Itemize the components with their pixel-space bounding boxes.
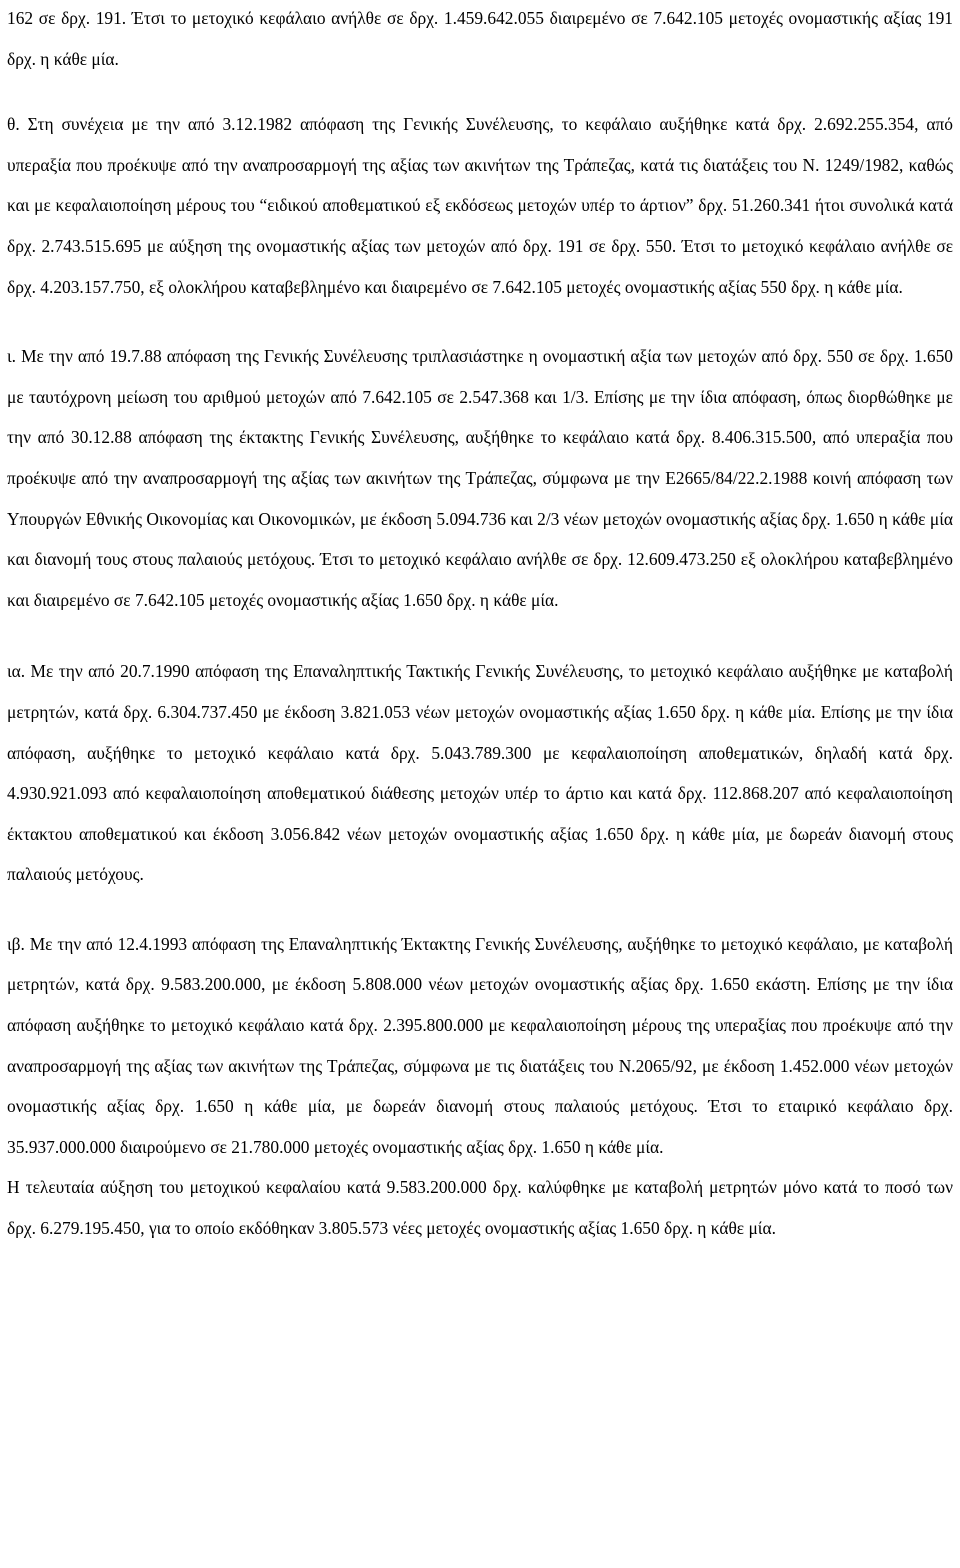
paragraph-iota-alpha: ια. Με την από 20.7.1990 απόφαση της Επαναληπτικής Τακτικής Γενικής Συνέλευσης, το μετοχικό κεφάλαιο αυξήθηκε με καταβολή μετρητών, κατά δρχ. 6.304.737.450 με έκδοση 3.821.053 νέων μετοχών ονομαστικής αξίας 1.650 δρχ. η κάθε μία. Επίσης με την ίδια απόφαση, αυξήθηκε το μετοχικό κεφάλαιο κατά δρχ. 5.043.789.300 με κεφαλαιοποίηση αποθεματικών, δηλαδή κατά δρχ. 4.930.921.093 από κεφαλαιοποίηση αποθεματικού διάθεσης μετοχών υπέρ το άρτιο και κατά δρχ. 112.868.207 από κεφαλαιοποίηση έκτακτου αποθεματικού και έκδοση 3.056.842 νέων μετοχών ονομαστικής αξίας 1.650 δρχ. η κάθε μία, με δωρεάν διανομή στους παλαιούς μετόχους.: [7, 661, 953, 885]
paragraph-iota: ι. Με την από 19.7.88 απόφαση της Γενικής Συνέλευσης τριπλασιάστηκε η ονομαστική αξία των μετοχών από δρχ. 550 σε δρχ. 1.650 με ταυτόχρονη μείωση του αριθμού μετοχών από 7.642.105 σε 2.547.368 και 1/3. Επίσης με την ίδια απόφαση, όπως διορθώθηκε με την από 30.12.88 απόφαση της έκτακτης Γενικής Συνέλευσης, αυξήθηκε το κεφάλαιο κατά δρχ. 8.406.315.500, από υπεραξία που προέκυψε από την αναπροσαρμογή της αξίας των ακινήτων της Τράπεζας, σύμφωνα με την Ε2665/84/22.2.1988 κοινή απόφαση των Υπουργών Εθνικής Οικονομίας και Οικονομικών, με έκδοση 5.094.736 και 2/3 νέων μετοχών ονομαστικής αξίας δρχ. 1.650 η κάθε μία και διανομή τους στους παλαιούς μετόχους. Έτσι το μετοχικό κεφάλαιο ανήλθε σε δρχ. 12.609.473.250 εξ ολοκλήρου καταβεβλημένο και διαιρεμένο σε 7.642.105 μετοχές ονομαστικής αξίας 1.650 δρχ. η κάθε μία.: [7, 346, 953, 610]
document-page: [7, 0, 953, 1249]
paragraph-iota-beta: ιβ. Με την από 12.4.1993 απόφαση της Επαναληπτικής Έκτακτης Γενικής Συνέλευσης, αυξήθηκε το μετοχικό κεφάλαιο, με καταβολή μετρητών, κατά δρχ. 9.583.200.000, με έκδοση 5.808.000 νέων μετοχών ονομαστικής αξίας δρχ. 1.650 εκάστη. Επίσης με την ίδια απόφαση αυξήθηκε το μετοχικό κεφάλαιο κατά δρχ. 2.395.800.000 με κεφαλαιοποίηση μέρους της υπεραξίας που προέκυψε από την αναπροσαρμογή της αξίας των ακινήτων της Τράπεζας, σύμφωνα με τις διατάξεις του Ν.2065/92, με έκδοση 1.452.000 νέων μετοχών ονομαστικής αξίας δρχ. 1.650 η κάθε μία, με δωρεάν διανομή στους παλαιούς μετόχους. Έτσι το εταιρικό κεφάλαιο δρχ. 35.937.000.000 διαιρούμενο σε 21.780.000 μετοχές ονομαστικής αξίας δρχ. 1.650 η κάθε μία.: [7, 933, 953, 1157]
paragraph-final-increase: Η τελευταία αύξηση του μετοχικού κεφαλαίου κατά 9.583.200.000 δρχ. καλύφθηκε με καταβολή μετρητών μόνο κατά το ποσό των δρχ. 6.279.195.450, για το οποίο εκδόθηκαν 3.805.573 νέες μετοχές ονομαστικής αξίας 1.650 δρχ. η κάθε μία.: [7, 1177, 953, 1239]
paragraph-continuation: 162 σε δρχ. 191. Έτσι το μετοχικό κεφάλαιο ανήλθε σε δρχ. 1.459.642.055 διαιρεμένο σε 7.642.105 μετοχές ονομαστικής αξίας 191 δρχ. η κάθε μία.: [7, 8, 953, 69]
paragraph-theta: θ. Στη συνέχεια με την από 3.12.1982 απόφαση της Γενικής Συνέλευσης, το κεφάλαιο αυξήθηκε κατά δρχ. 2.692.255.354, από υπεραξία που προέκυψε από την αναπροσαρμογή της αξίας των ακινήτων της Τράπεζας, κατά τις διατάξεις του Ν. 1249/1982, καθώς και με κεφαλαιοποίηση μέρους του “ειδικού αποθεματικού εξ εκδόσεως μετοχών υπέρ το άρτιον” δρχ. 51.260.341 ήτοι συνολικά κατά δρχ. 2.743.515.695 με αύξηση της ονομαστικής αξίας των μετοχών από δρχ. 191 σε δρχ. 550. Έτσι το μετοχικό κεφάλαιο ανήλθε σε δρχ. 4.203.157.750, εξ ολοκλήρου καταβεβλημένο και διαιρεμένο σε 7.642.105 μετοχές ονομαστικής αξίας 550 δρχ. η κάθε μία.: [7, 114, 953, 297]
